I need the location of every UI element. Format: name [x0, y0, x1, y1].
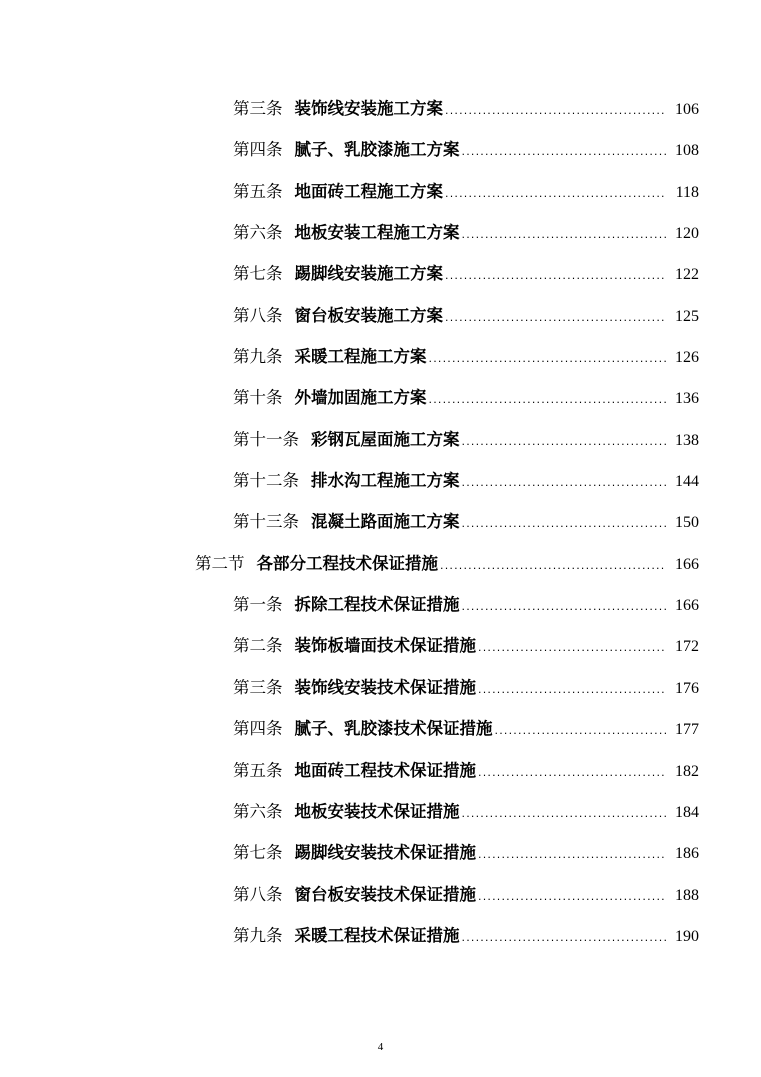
toc-entry[interactable]: [0, 667, 761, 708]
toc-entry-title: 采暖工程技术保证措施: [294, 925, 460, 945]
toc-entry-title: 地面砖工程施工方案: [294, 181, 443, 201]
toc-entry-title: 彩钢瓦屋面施工方案: [311, 429, 460, 449]
toc-entry[interactable]: [0, 129, 761, 170]
dot-leader: [445, 188, 666, 199]
toc-entry-page: 136: [675, 390, 699, 408]
toc-entry-number: 第十一条: [233, 429, 299, 449]
toc-entry-number: 第四条: [233, 140, 283, 160]
toc-entry-page: 138: [675, 431, 699, 449]
toc-entry-page: 150: [675, 514, 699, 532]
toc-entry-number: 第六条: [233, 223, 283, 243]
toc-entry-number: 第三条: [233, 99, 283, 118]
toc-entry-page: 120: [675, 225, 699, 243]
toc-entry-page: 144: [675, 473, 699, 491]
toc-entry-title: 装饰线安装技术保证措施: [294, 677, 476, 697]
toc-entry-number: 第五条: [233, 181, 283, 201]
dot-leader: [445, 312, 666, 323]
toc-entry-page: 125: [675, 307, 699, 325]
toc-entry-page: 177: [675, 721, 699, 739]
toc-entry[interactable]: [0, 295, 761, 336]
toc-entry-title: 窗台板安装技术保证措施: [294, 884, 476, 904]
toc-entry[interactable]: [0, 750, 761, 791]
dot-leader: [462, 146, 667, 157]
toc-entry-page: 122: [675, 266, 699, 284]
toc-entry-title: 各部分工程技术保证措施: [256, 553, 438, 573]
dot-leader: [478, 642, 666, 653]
dot-leader: [462, 601, 667, 612]
dot-leader: [462, 229, 667, 240]
dot-leader: [445, 270, 666, 281]
toc-entry[interactable]: [0, 377, 761, 418]
dot-leader: [462, 436, 667, 447]
toc-entry-page: 108: [675, 142, 699, 160]
toc-entry-number: 第三条: [233, 677, 283, 697]
toc-entry-title: 踢脚线安装施工方案: [294, 264, 443, 284]
dot-leader: [478, 684, 666, 695]
toc-entry-page: 188: [675, 886, 699, 904]
toc-entry-number: 第一条: [233, 595, 283, 615]
toc-entry[interactable]: [0, 915, 761, 956]
toc-entry-title: 地板安装工程施工方案: [294, 223, 460, 243]
page-number: 4: [377, 1041, 384, 1053]
toc-entry[interactable]: [0, 253, 761, 294]
toc-entry-title: 腻子、乳胶漆技术保证措施: [294, 719, 493, 739]
toc-entry-page: 186: [675, 845, 699, 863]
toc-section-entry[interactable]: [0, 543, 761, 584]
dot-leader: [478, 891, 666, 902]
toc-entry[interactable]: [0, 625, 761, 666]
toc-entry[interactable]: [0, 419, 761, 460]
toc-entry-page: 166: [675, 555, 699, 573]
toc-entry-page: 182: [675, 762, 699, 780]
toc-entry-page: 176: [675, 679, 699, 697]
toc-entry-page: 172: [675, 638, 699, 656]
toc-entry-title: 拆除工程技术保证措施: [294, 595, 460, 615]
toc-entry-page: 190: [675, 927, 699, 945]
toc-entry-title: 装饰线安装施工方案: [294, 99, 443, 118]
dot-leader: [429, 394, 667, 405]
dot-leader: [462, 477, 667, 488]
toc-entry-number: 第八条: [233, 305, 283, 325]
dot-leader: [478, 849, 666, 860]
toc-entry-number: 第二条: [233, 636, 283, 656]
toc-entry[interactable]: [0, 708, 761, 749]
toc-entry[interactable]: [0, 501, 761, 542]
toc-entry-title: 地面砖工程技术保证措施: [294, 760, 476, 780]
toc-entry-page: 166: [675, 597, 699, 615]
toc-entry-number: 第二节: [195, 553, 245, 573]
toc-entry-page: 184: [675, 803, 699, 821]
toc-entry[interactable]: [0, 171, 761, 212]
dot-leader: [462, 932, 667, 943]
toc-entry-title: 外墙加固施工方案: [294, 388, 427, 408]
toc-entry[interactable]: [0, 874, 761, 915]
toc-entry-number: 第六条: [233, 801, 283, 821]
toc-entry-title: 排水沟工程施工方案: [311, 471, 460, 491]
dot-leader: [462, 808, 667, 819]
toc-entry[interactable]: [0, 212, 761, 253]
toc-entry-number: 第十三条: [233, 512, 299, 532]
toc-entry-title: 混凝土路面施工方案: [311, 512, 460, 532]
toc-entry-title: 腻子、乳胶漆施工方案: [294, 140, 460, 160]
dot-leader: [429, 353, 667, 364]
toc-entry[interactable]: [0, 88, 761, 129]
toc-entry[interactable]: [0, 584, 761, 625]
toc-entry-number: 第九条: [233, 347, 283, 367]
toc-entry-title: 采暖工程施工方案: [294, 347, 427, 367]
dot-leader: [495, 725, 667, 736]
dot-leader: [478, 767, 666, 778]
dot-leader: [445, 105, 666, 116]
toc-entry-title: 地板安装技术保证措施: [294, 801, 460, 821]
toc-entry-number: 第五条: [233, 760, 283, 780]
toc-entry-title: 窗台板安装施工方案: [294, 305, 443, 325]
dot-leader: [440, 560, 666, 571]
toc-entry[interactable]: [0, 791, 761, 832]
toc-entry-number: 第七条: [233, 264, 283, 284]
toc-entry[interactable]: [0, 336, 761, 377]
toc-entry-number: 第八条: [233, 884, 283, 904]
toc-entry[interactable]: [0, 460, 761, 501]
toc-entry-title: 踢脚线安装技术保证措施: [294, 843, 476, 863]
toc-entry-number: 第四条: [233, 719, 283, 739]
dot-leader: [462, 518, 667, 529]
toc-entry-number: 第九条: [233, 925, 283, 945]
toc-entry-number: 第十条: [233, 388, 283, 408]
toc-entry-title: 装饰板墙面技术保证措施: [294, 636, 476, 656]
toc-entry-number: 第七条: [233, 843, 283, 863]
table-of-contents: [0, 88, 761, 956]
toc-entry[interactable]: [0, 832, 761, 873]
toc-entry-page: 126: [675, 349, 699, 367]
toc-entry-page: 118: [675, 183, 699, 201]
toc-entry-number: 第十二条: [233, 471, 299, 491]
toc-entry-page: 106: [675, 101, 699, 118]
